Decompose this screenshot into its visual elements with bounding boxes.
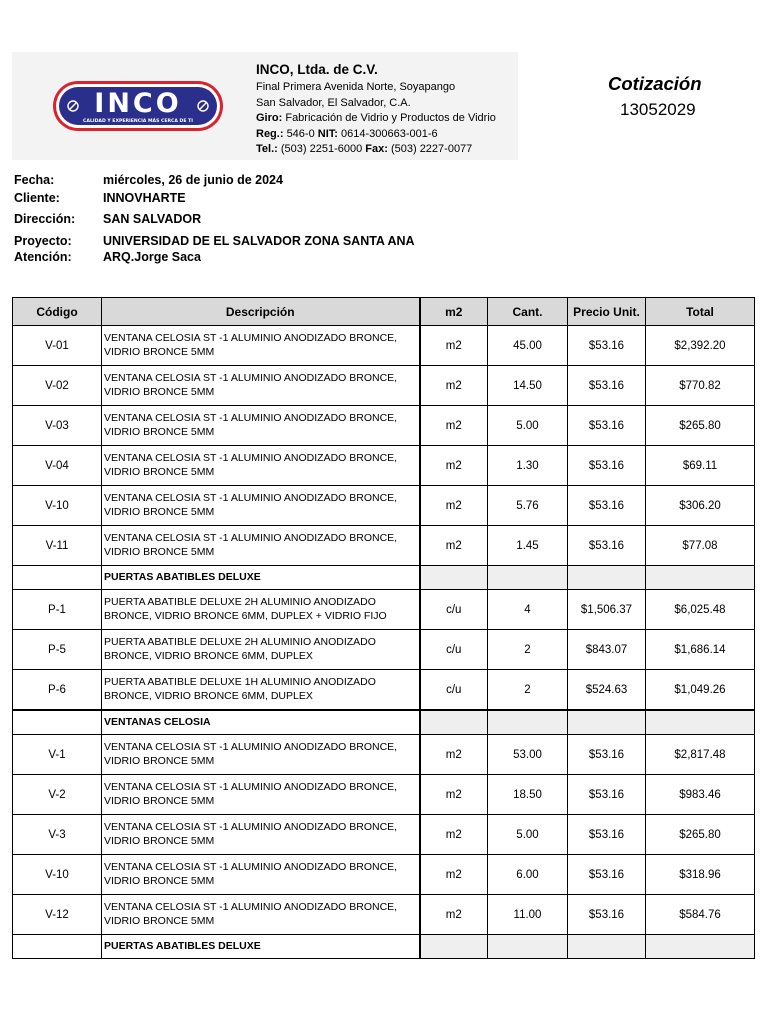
section-empty-cell (420, 566, 488, 590)
item-unit: m2 (420, 486, 488, 526)
table-section-row (13, 935, 755, 959)
item-description: VENTANA CELOSIA ST -1 ALUMINIO ANODIZADO BRONCE, VIDRIO BRONCE 5MM (102, 815, 420, 855)
item-code: V-2 (13, 775, 102, 815)
item-description: VENTANA CELOSIA ST -1 ALUMINIO ANODIZADO BRONCE, VIDRIO BRONCE 5MM (102, 326, 420, 366)
section-title: VENTANAS CELOSIA (102, 710, 420, 735)
item-unit: m2 (420, 815, 488, 855)
item-code: P-5 (13, 630, 102, 670)
table-section-row (13, 710, 755, 735)
section-empty-cell (568, 710, 646, 735)
item-qty: 2 (488, 670, 568, 711)
company-tel-fax: Tel.: (503) 2251-6000 Fax: (503) 2227-0077 (256, 143, 473, 155)
item-total: $77.08 (646, 526, 755, 566)
quote-title: Cotización (608, 73, 702, 94)
item-price: $53.16 (568, 526, 646, 566)
item-code: V-03 (13, 406, 102, 446)
item-unit: m2 (420, 446, 488, 486)
item-price: $53.16 (568, 326, 646, 366)
item-unit: m2 (420, 895, 488, 935)
item-description: PUERTA ABATIBLE DELUXE 2H ALUMINIO ANODIZADO BRONCE, VIDRIO BRONCE 6MM, DUPLEX (102, 630, 420, 670)
table-row (13, 326, 755, 366)
item-description: VENTANA CELOSIA ST -1 ALUMINIO ANODIZADO BRONCE, VIDRIO BRONCE 5MM (102, 406, 420, 446)
company-reg-nit: Reg.: 546-0 NIT: 0614-300663-001-6 (256, 127, 438, 140)
item-total: $265.80 (646, 815, 755, 855)
quote-number: 13052029 (620, 100, 696, 119)
item-price: $53.16 (568, 775, 646, 815)
table-row (13, 526, 755, 566)
item-total: $1,686.14 (646, 630, 755, 670)
section-empty-cell (488, 935, 568, 959)
item-price: $53.16 (568, 406, 646, 446)
item-total: $770.82 (646, 366, 755, 406)
item-unit: m2 (420, 406, 488, 446)
section-code-cell (13, 935, 102, 959)
item-price: $53.16 (568, 815, 646, 855)
col-header-precio: Precio Unit. (568, 298, 646, 326)
item-unit: m2 (420, 526, 488, 566)
item-price: $53.16 (568, 855, 646, 895)
item-description: VENTANA CELOSIA ST -1 ALUMINIO ANODIZADO BRONCE, VIDRIO BRONCE 5MM (102, 526, 420, 566)
item-description: VENTANA CELOSIA ST -1 ALUMINIO ANODIZADO BRONCE, VIDRIO BRONCE 5MM (102, 775, 420, 815)
table-row (13, 590, 755, 630)
item-description: VENTANA CELOSIA ST -1 ALUMINIO ANODIZADO BRONCE, VIDRIO BRONCE 5MM (102, 895, 420, 935)
logo-tagline: CALIDAD Y EXPERIENCIA MÁS CERCA DE TI (83, 119, 193, 124)
item-unit: m2 (420, 366, 488, 406)
section-empty-cell (646, 935, 755, 959)
item-code: P-1 (13, 590, 102, 630)
item-qty: 1.45 (488, 526, 568, 566)
inco-logo (52, 80, 224, 132)
item-code: V-10 (13, 486, 102, 526)
item-qty: 5.76 (488, 486, 568, 526)
item-qty: 2 (488, 630, 568, 670)
section-empty-cell (420, 935, 488, 959)
item-code: V-12 (13, 895, 102, 935)
item-qty: 53.00 (488, 735, 568, 775)
item-qty: 11.00 (488, 895, 568, 935)
item-qty: 1.30 (488, 446, 568, 486)
table-row (13, 815, 755, 855)
company-address2: San Salvador, El Salvador, C.A. (256, 96, 411, 109)
item-description: VENTANA CELOSIA ST -1 ALUMINIO ANODIZADO BRONCE, VIDRIO BRONCE 5MM (102, 366, 420, 406)
table-row (13, 406, 755, 446)
item-qty: 45.00 (488, 326, 568, 366)
item-price: $524.63 (568, 670, 646, 711)
item-unit: m2 (420, 855, 488, 895)
item-total: $306.20 (646, 486, 755, 526)
item-qty: 6.00 (488, 855, 568, 895)
table-section-row (13, 566, 755, 590)
section-empty-cell (568, 566, 646, 590)
item-description: VENTANA CELOSIA ST -1 ALUMINIO ANODIZADO BRONCE, VIDRIO BRONCE 5MM (102, 486, 420, 526)
company-address1: Final Primera Avenida Norte, Soyapango (256, 81, 456, 93)
quote-items-table (12, 297, 755, 959)
item-unit: m2 (420, 775, 488, 815)
item-code: V-10 (13, 855, 102, 895)
section-code-cell (13, 566, 102, 590)
table-row (13, 670, 755, 711)
item-price: $53.16 (568, 486, 646, 526)
item-total: $983.46 (646, 775, 755, 815)
col-header-total: Total (646, 298, 755, 326)
item-description: PUERTA ABATIBLE DELUXE 1H ALUMINIO ANODIZADO BRONCE, VIDRIO BRONCE 6MM, DUPLEX (102, 670, 420, 711)
item-price: $53.16 (568, 446, 646, 486)
item-unit: c/u (420, 590, 488, 630)
section-empty-cell (488, 566, 568, 590)
item-code: V-3 (13, 815, 102, 855)
item-unit: m2 (420, 735, 488, 775)
item-total: $584.76 (646, 895, 755, 935)
company-name: INCO, Ltda. de C.V. (256, 62, 378, 77)
item-qty: 5.00 (488, 406, 568, 446)
item-price: $1,506.37 (568, 590, 646, 630)
item-code: V-01 (13, 326, 102, 366)
section-empty-cell (420, 710, 488, 735)
company-info (256, 62, 526, 158)
item-qty: 14.50 (488, 366, 568, 406)
item-total: $1,049.26 (646, 670, 755, 711)
table-row (13, 366, 755, 406)
col-header-unit: m2 (420, 298, 488, 326)
section-empty-cell (646, 710, 755, 735)
item-code: V-04 (13, 446, 102, 486)
table-header-row (13, 298, 755, 326)
section-title: PUERTAS ABATIBLES DELUXE (102, 935, 420, 959)
item-price: $843.07 (568, 630, 646, 670)
item-qty: 5.00 (488, 815, 568, 855)
section-empty-cell (488, 710, 568, 735)
item-total: $2,817.48 (646, 735, 755, 775)
item-price: $53.16 (568, 895, 646, 935)
item-unit: c/u (420, 670, 488, 711)
logo-text: INCO (94, 88, 182, 119)
table-row (13, 895, 755, 935)
table-row (13, 630, 755, 670)
section-empty-cell (646, 566, 755, 590)
item-total: $318.96 (646, 855, 755, 895)
item-total: $69.11 (646, 446, 755, 486)
item-description: VENTANA CELOSIA ST -1 ALUMINIO ANODIZADO BRONCE, VIDRIO BRONCE 5MM (102, 446, 420, 486)
table-row (13, 446, 755, 486)
col-header-codigo: Código (13, 298, 102, 326)
table-row (13, 735, 755, 775)
col-header-cant: Cant. (488, 298, 568, 326)
item-qty: 18.50 (488, 775, 568, 815)
item-description: PUERTA ABATIBLE DELUXE 2H ALUMINIO ANODIZADO BRONCE, VIDRIO BRONCE 6MM, DUPLEX + VIDRIO FIJO (102, 590, 420, 630)
section-code-cell (13, 710, 102, 735)
item-description: VENTANA CELOSIA ST -1 ALUMINIO ANODIZADO BRONCE, VIDRIO BRONCE 5MM (102, 735, 420, 775)
table-row (13, 486, 755, 526)
section-title: PUERTAS ABATIBLES DELUXE (102, 566, 420, 590)
table-row (13, 855, 755, 895)
item-total: $265.80 (646, 406, 755, 446)
item-qty: 4 (488, 590, 568, 630)
item-price: $53.16 (568, 366, 646, 406)
item-description: VENTANA CELOSIA ST -1 ALUMINIO ANODIZADO BRONCE, VIDRIO BRONCE 5MM (102, 855, 420, 895)
item-code: V-02 (13, 366, 102, 406)
col-header-descripcion: Descripción (102, 298, 420, 326)
item-unit: m2 (420, 326, 488, 366)
company-giro: Giro: Fabricación de Vidrio y Productos de Vidrio (256, 112, 496, 124)
section-empty-cell (568, 935, 646, 959)
item-price: $53.16 (568, 735, 646, 775)
item-code: V-11 (13, 526, 102, 566)
item-total: $6,025.48 (646, 590, 755, 630)
item-unit: c/u (420, 630, 488, 670)
item-code: V-1 (13, 735, 102, 775)
item-code: P-6 (13, 670, 102, 711)
table-row (13, 775, 755, 815)
item-total: $2,392.20 (646, 326, 755, 366)
